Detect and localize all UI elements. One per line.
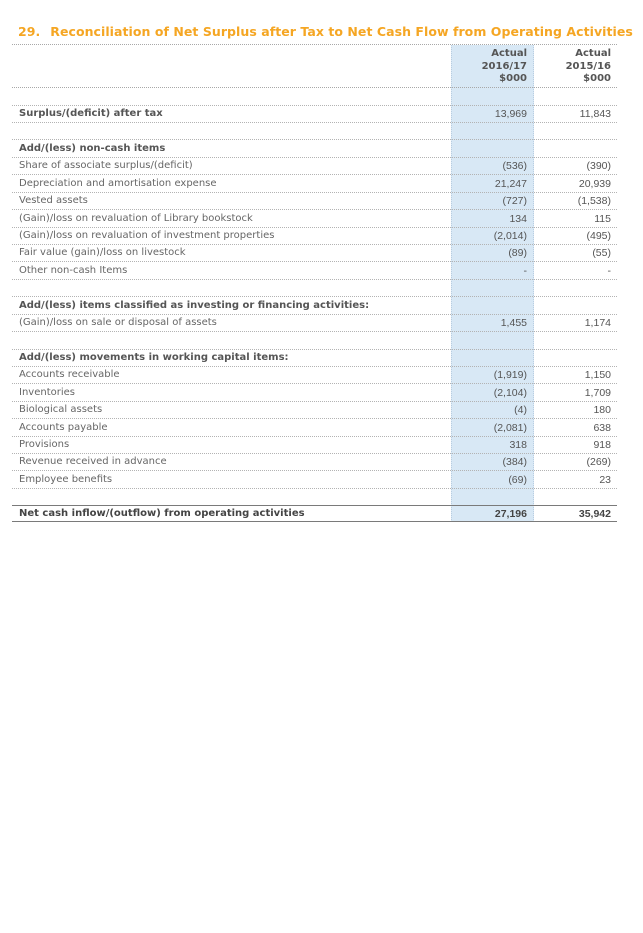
- table-row-biological-assets: [12, 402, 617, 419]
- value-2015-16: (55): [592, 247, 611, 259]
- column-header-line: 2016/17: [481, 60, 527, 72]
- value-2015-16: (495): [586, 230, 611, 242]
- value-2015-16: 1,709: [584, 387, 611, 399]
- spacer-row: [12, 333, 617, 350]
- spacer-row: [12, 123, 617, 140]
- table-row-accounts-receivable: [12, 367, 617, 384]
- column-header-2015-16: [534, 48, 611, 86]
- table-row-depreciation: [12, 176, 617, 193]
- row-label: Surplus/(deficit) after tax: [19, 108, 163, 119]
- spacer-row: [12, 280, 617, 297]
- value-2016-17: 27,196: [494, 508, 527, 520]
- column-header-line: 2015/16: [565, 60, 611, 72]
- row-label: Accounts payable: [19, 422, 108, 433]
- value-2015-16: 918: [593, 439, 611, 451]
- value-2016-17: (1,919): [493, 369, 527, 381]
- value-2016-17: (89): [508, 247, 527, 259]
- note-title: Reconciliation of Net Surplus after Tax to Net Cash Flow from Operating Activities: [50, 24, 633, 39]
- row-label: Employee benefits: [19, 474, 113, 485]
- table-row-net-cash-total: [12, 505, 617, 522]
- table-row-vested-assets: [12, 193, 617, 210]
- row-label: Provisions: [19, 439, 70, 450]
- section-heading-working-capital: [12, 350, 617, 367]
- table-row-sale-disposal: [12, 315, 617, 332]
- row-label: Revenue received in advance: [19, 456, 167, 467]
- row-label: Other non-cash Items: [19, 265, 128, 276]
- table-row-inventories: [12, 385, 617, 402]
- row-label: Share of associate surplus/(deficit): [19, 160, 193, 171]
- value-2016-17: (384): [502, 456, 527, 468]
- value-2016-17: (2,014): [493, 230, 527, 242]
- column-header-line: Actual: [491, 48, 527, 59]
- row-label: Fair value (gain)/loss on livestock: [19, 247, 186, 258]
- spacer-row: [12, 489, 617, 506]
- value-2016-17: -: [523, 265, 527, 277]
- table-row-surplus: [12, 106, 617, 123]
- value-2016-17: 134: [509, 213, 527, 225]
- table-row-livestock: [12, 245, 617, 262]
- row-label: (Gain)/loss on revaluation of Library bookstock: [19, 213, 253, 224]
- section-label: Add/(less) movements in working capital items:: [19, 352, 289, 363]
- row-label: Vested assets: [19, 195, 88, 206]
- value-2016-17: 318: [509, 439, 527, 451]
- value-2015-16: 638: [593, 422, 611, 434]
- value-2015-16: 20,939: [578, 178, 611, 190]
- section-heading-investing: [12, 298, 617, 315]
- section-label: Add/(less) items classified as investing or financing activities:: [19, 300, 370, 311]
- value-2015-16: (390): [586, 160, 611, 172]
- row-label: Net cash inflow/(outflow) from operating activities: [19, 508, 305, 519]
- value-2016-17: 13,969: [494, 108, 527, 120]
- row-label: Accounts receivable: [19, 369, 120, 380]
- value-2015-16: 115: [594, 213, 611, 225]
- value-2015-16: 35,942: [578, 508, 611, 520]
- row-label: Depreciation and amortisation expense: [19, 178, 217, 189]
- table-row-provisions: [12, 437, 617, 454]
- value-2015-16: 180: [593, 404, 611, 416]
- value-2015-16: (269): [586, 456, 611, 468]
- value-2015-16: 1,150: [584, 369, 611, 381]
- value-2016-17: (536): [502, 160, 527, 172]
- value-2016-17: (2,081): [493, 422, 527, 434]
- value-2015-16: 11,843: [579, 108, 611, 120]
- column-header-line: Actual: [575, 48, 611, 59]
- value-2015-16: 1,174: [584, 317, 611, 329]
- value-2015-16: -: [607, 265, 611, 277]
- note-heading: [18, 24, 633, 39]
- row-label: Biological assets: [19, 404, 103, 415]
- row-label: Inventories: [19, 387, 75, 398]
- note-number: 29.: [18, 24, 41, 39]
- value-2015-16: 23: [599, 474, 611, 486]
- value-2016-17: (2,104): [493, 387, 527, 399]
- section-heading-noncash: [12, 141, 617, 158]
- table-row-other-noncash: [12, 263, 617, 280]
- section-label: Add/(less) non-cash items: [19, 143, 166, 154]
- column-header-line: $000: [583, 73, 611, 84]
- header-divider: [12, 87, 617, 88]
- table-row-investment-properties: [12, 228, 617, 245]
- value-2016-17: 1,455: [500, 317, 527, 329]
- value-2016-17: (69): [508, 474, 527, 486]
- value-2016-17: (4): [514, 404, 527, 416]
- value-2016-17: (727): [502, 195, 527, 207]
- column-header-line: $000: [499, 73, 527, 84]
- table-row-accounts-payable: [12, 420, 617, 437]
- value-2016-17: 21,247: [494, 178, 527, 190]
- table-row-revenue-advance: [12, 454, 617, 471]
- table-row-library-bookstock: [12, 211, 617, 228]
- row-label: (Gain)/loss on revaluation of investment properties: [19, 230, 275, 241]
- row-label: (Gain)/loss on sale or disposal of assets: [19, 317, 217, 328]
- spacer-row: [12, 89, 617, 106]
- column-header-2016-17: [451, 48, 527, 86]
- table-row-share-associate: [12, 158, 617, 175]
- table-row-employee-benefits: [12, 472, 617, 489]
- value-2015-16: (1,538): [577, 195, 611, 207]
